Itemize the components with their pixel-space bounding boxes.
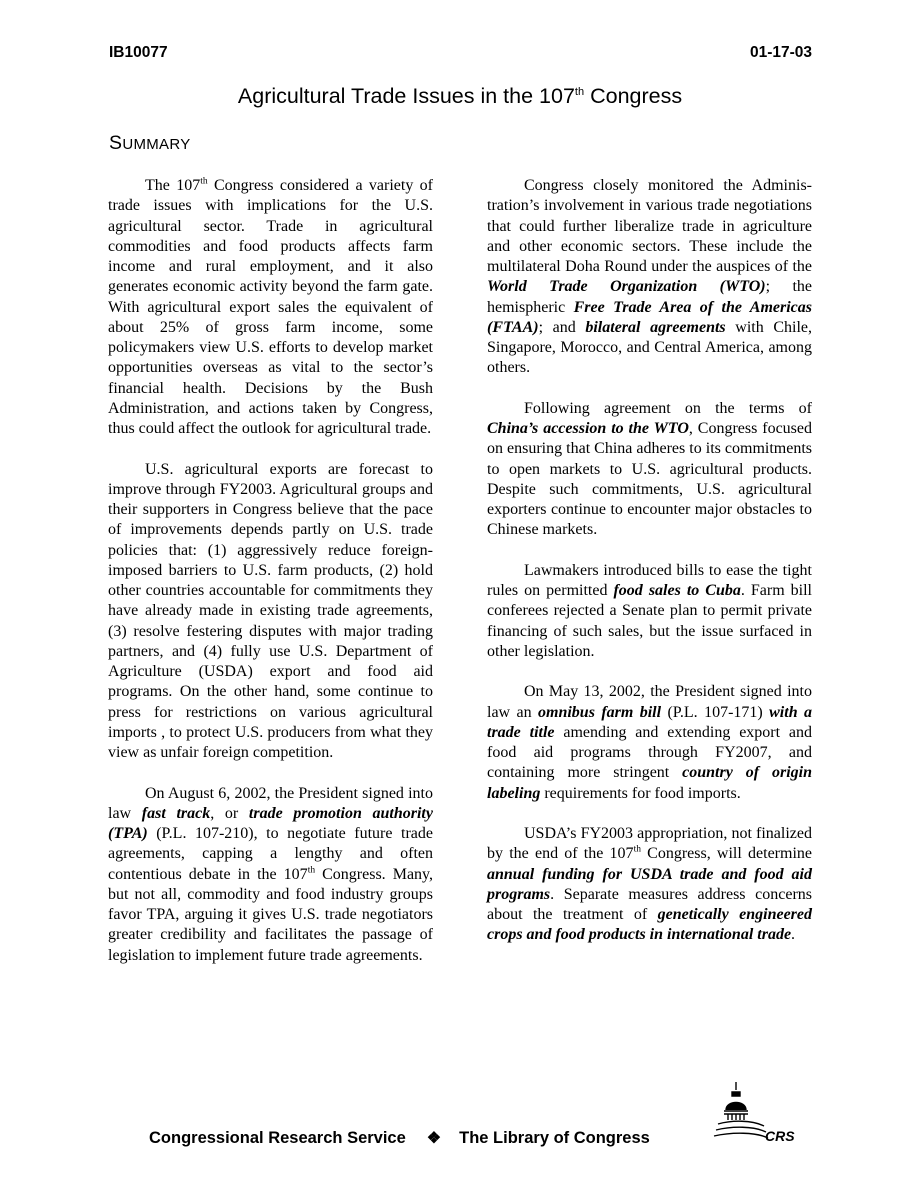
paragraph: Lawmakers introduced bills to ease the tight rules on permitted food sales to Cuba. Farm bill conferees rejected a Senate plan to permit private financing of such sales, but the issue surfaced in other legislation.	[487, 561, 812, 660]
footer	[149, 1128, 650, 1148]
paragraph: U.S. agricultural exports are forecast to improve through FY2003. Agricultural groups and their supporters in Congress believe that the pace of improvements depends partly on U.S. trade policies that: (1) aggressively reduce foreign-imposed barriers to U.S. farm products, (2) hold other countries accountable for commitments they have already made in existing trade agreements, (3) resolve festering disputes with major trading partners, and (4) fully use U.S. Department of Agriculture (USDA) export and food aid programs. On the other hand, some continue to press for restrictions on various agricultural imports , to protect U.S. producers from what they view as unfair foreign competition.	[108, 460, 433, 761]
report-id: IB10077	[109, 44, 168, 61]
footer-separator: ❖	[426, 1130, 442, 1147]
crs-logo-text: CRS	[765, 1128, 795, 1144]
capitol-dome-icon	[712, 1080, 810, 1146]
page-title: Agricultural Trade Issues in the 107th Congress	[237, 84, 683, 108]
paragraph: Congress closely monitored the Administration’s involvement in various trade negotiations that could further liberalize trade in agriculture and other economic sectors. These include the multilateral Doha Round under the auspices of the World Trade Organization (WTO); the hemispheric Free Trade Area of the Americas (FTAA); and bilateral agreements with Chile, Singapore, Morocco, and Central America, among others.	[487, 177, 812, 377]
paragraph: On August 6, 2002, the President signed into law fast track, or trade promotion authority (TPA) (P.L. 107-210), to negotiate future trade agreements, capping a lengthy and often contentious debate in the 107th Congress. Many, but not all, commodity and food industry groups favor TPA, arguing it gives U.S. trade negotiators greater credibility and facilitates the passage of legislation to implement future trade agreements.	[108, 784, 434, 964]
footer-library: The Library of Congress	[459, 1129, 650, 1147]
paragraph: USDA’s FY2003 appropriation, not finalized by the end of the 107th Congress, will determine annual funding for USDA trade and food aid programs. Separate measures address concerns about the treatment of genetically engineered crops and food products in international trade.	[487, 825, 812, 944]
paragraph: On May 13, 2002, the President signed into law an omnibus farm bill (P.L. 107-171) with a trade title amending and extending export and food aid programs through FY2007, and containing more stringent country of origin labeling requirements for food imports.	[487, 683, 813, 802]
paragraph: The 107th Congress considered a variety of trade issues with implications for the U.S. agricultural sector. Trade in agricultural commodities and food products affects farm income and rural employment, and it also generates economic activity beyond the farm gate. With agricultural export sales the equivalent of about 25% of gross farm income, some policymakers view U.S. efforts to develop market opportunities overseas as vital to the sector’s financial health. Decisions by the Bush Administration, and actions taken by Congress, thus could affect the outlook for agricultural trade.	[108, 176, 433, 437]
footer-org: Congressional Research Service	[149, 1129, 406, 1147]
right-column	[487, 176, 812, 966]
left-column	[108, 176, 433, 986]
section-heading: SUMMARY	[109, 132, 191, 154]
paragraph: Following agreement on the terms of China’s accession to the WTO, Congress focused on ensuring that China adheres to its commitments to open markets to U.S. agricultural products. Despite such commitments, U.S. agricultural exporters continue to encounter major obstacles to Chinese markets.	[487, 399, 812, 539]
report-date: 01-17-03	[749, 44, 812, 61]
